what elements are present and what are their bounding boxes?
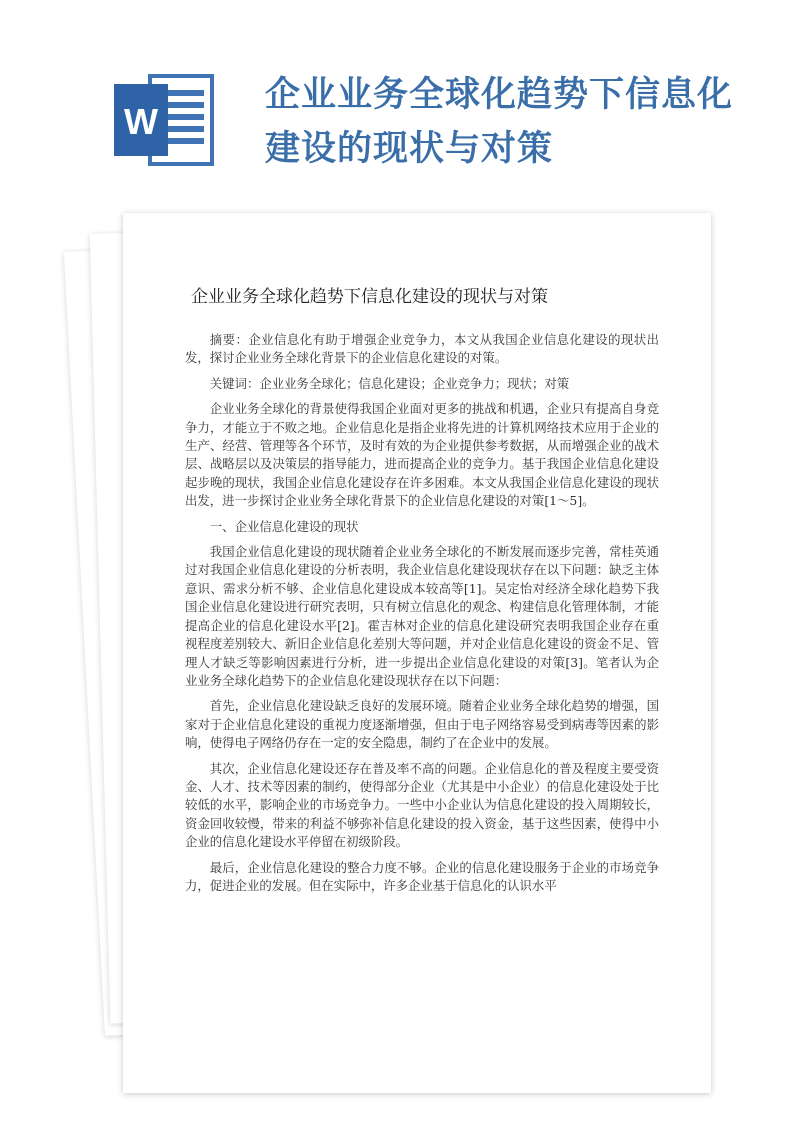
keywords-paragraph: 关键词：企业业务全球化；信息化建设；企业竞争力；现状；对策 — [209, 375, 570, 391]
section-heading: 一、企业信息化建设的现状 — [209, 518, 359, 534]
abstract-paragraph: 摘要：企业信息化有助于增强企业竞争力，本文从我国企业信息化建设的现状出发，探讨企业业务全球化背景下的企业信息化建设的对策。 — [185, 332, 659, 366]
intro-paragraph: 企业业务全球化的背景使得我国企业面对更多的挑战和机遇，企业只有提高自身竞争力，才能立于不败之地。企业信息化是指企业将先进的计算机网络技术应用于企业的生产、经营、管理等各个环节，及时有效的为企业提供参考数据，从而增强企业的战术层、战略层以及决策层的指导能力，进而提高企业的竞争力。基于我国企业信息化建设起步晚的现状，我国企业信息化建设存在许多困难。本文从我国企业信息化建设的现状出发，进一步探讨企业业务全球化背景下的企业信息化建设的对策[1～5]。 — [185, 401, 659, 509]
document-title: 企业业务全球化趋势下信息化建设的现状与对策 — [191, 287, 548, 307]
body-paragraph: 首先，企业信息化建设缺乏良好的发展环境。随着企业业务全球化趋势的增强，国家对于企业信息化建设的重视力度逐渐增强，但由于电子网络容易受到病毒等因素的影响，使得电子网络仍存在一定的安全隐患，制约了在企业中的发展。 — [185, 698, 659, 751]
document-page — [123, 213, 711, 1093]
word-document-icon — [112, 70, 218, 170]
body-paragraph: 其次，企业信息化建设还存在普及率不高的问题。企业信息化的普及程度主要受资金、人才、技术等因素的制约，使得部分企业（尤其是中小企业）的信息化建设处于比较低的水平，影响企业的市场竞争力。一些中小企业认为信息化建设的投入周期较长，资金回收较慢，带来的利益不够弥补信息化建设的投入资金，基于这些因素，使得中小企业的信息化建设水平停留在初级阶段。 — [185, 760, 659, 850]
body-paragraph: 最后，企业信息化建设的整合力度不够。企业的信息化建设服务于企业的市场竞争力，促进企业的发展。但在实际中，许多企业基于信息化的认识水平 — [185, 859, 659, 893]
page-header — [0, 0, 800, 210]
word-icon-letter: W — [124, 101, 158, 142]
body-paragraph: 我国企业信息化建设的现状随着企业业务全球化的不断发展而逐步完善，常桂英通过对我国企业信息化建设的分析表明，我企业信息化建设现状存在以下问题：缺乏主体意识、需求分析不够、企业信息化建设成本较高等[1]。吴定怡对经济全球化趋势下我国企业信息化建设进行研究表明，只有树立信息化的观念、构建信息化管理体制，才能提高企业的信息化建设水平[2]。霍吉林对企业的信息化建设研究表明我国企业存在重视程度差别较大、新旧企业信息化差别大等问题，并对企业信息化建设的资金不足、管理人才缺乏等影响因素进行分析，进一步提出企业信息化建设的对策[3]。笔者认为企业业务全球化趋势下的企业信息化建设现状存在以下问题： — [185, 544, 659, 688]
document-body — [185, 331, 659, 902]
header-title: 企业业务全球化趋势下信息化建设的现状与对策 — [265, 74, 734, 169]
